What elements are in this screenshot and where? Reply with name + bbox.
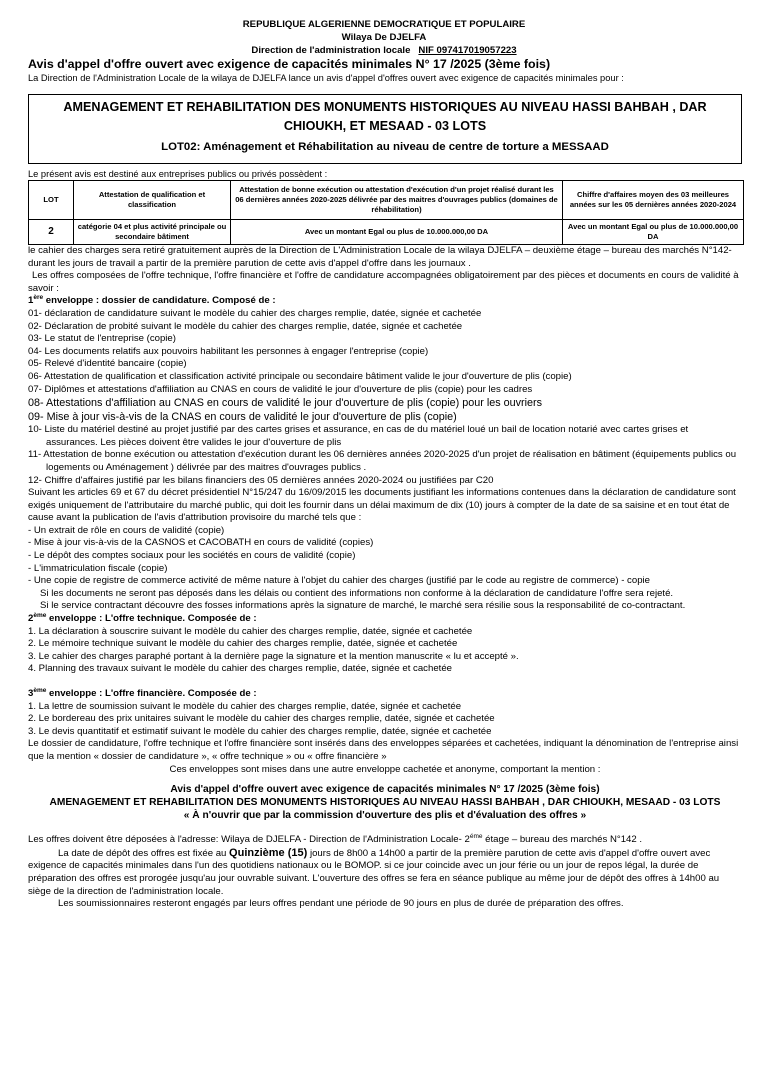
- paragraph: Si le service contractant découvre des fosses informations après la signature de marché, le marché sera résilie sous la responsabilité de co-contractant.: [40, 600, 686, 612]
- table-header-row: [29, 181, 744, 220]
- list-item: 04- Les documents relatifs aux pouvoirs habilitant les personnes à engager l'entreprise (copie): [28, 345, 429, 357]
- table-header: Attestation de bonne exécution ou attestation d'exécution d'un projet réalisé durant les 06 dernières années 2020-2025 délivrée par des maitres d'ouvrages publics (domaines de réhabilitation): [231, 181, 563, 220]
- paragraph: Les offres doivent être déposées à l'adresse: Wilaya de DJELFA - Direction de l'Administration Locale- $2^{éme}$ étage – bureau des marchés N°142 .: [28, 832, 643, 846]
- list-item: 3. Le cahier des charges paraphé portant à la dernière page la signature et la mention manuscrite « lu et accepté ».: [28, 650, 519, 662]
- list-item: 03- Le statut de l'entreprise (copie): [28, 333, 176, 345]
- table-cell: Avec un montant Egal ou plus de 10.000.000,00 DA: [563, 220, 744, 245]
- list-item: - Un extrait de rôle en cours de validité (copie): [28, 524, 225, 536]
- list-item: 06- Attestation de qualification et classification activité principale ou secondaire bâtiment valide le jour d'ouverture de plis (copie): [28, 370, 572, 382]
- list-item: 01- déclaration de candidature suivant le modèle du cahier des charges remplie, datée, signée et cachetée: [28, 307, 482, 319]
- list-item: 1. La lettre de soumission suivant le modèle du cahier des charges remplie, datée, signée et cachetée: [28, 700, 462, 712]
- project-title: AMENAGEMENT ET REHABILITATION DES MONUMENTS HISTORIQUES AU NIVEAU HASSI BAHBAH , DAR CHIOUKH, ET MESAAD - 03 LOTS: [63, 100, 707, 133]
- list-item: 08- Attestations d'affiliation au CNAS en cours de validité le jour d'ouverture de plis (copie) pour les ouvriers: [28, 397, 543, 410]
- list-item: 2. Le mémoire technique suivant le modèle du cahier des charges remplie, datée, signée et cachetée: [28, 638, 458, 650]
- list-item: 10- Liste du matériel destiné au projet justifié par des cartes grises et assurance, en cas de du matériel loué un bail de location notarié avec cartes grises et assurances. Les pièces doivent être valides le jour d'ouverture de plis: [28, 424, 689, 448]
- mention-line: Avis d'appel d'offre ouvert avec exigence de capacités minimales N° 17 /2025 (3ème fois): [170, 784, 600, 796]
- list-item: 11- Attestation de bonne exécution ou attestation d'exécution durant les 06 dernières années 2020-2025 d'un projet de réalisation en bâtiment (équipements publics ou logements ou Aménagement ) délivrée par des maitres d'ouvrages publics .: [28, 449, 737, 473]
- mention-line: AMENAGEMENT ET REHABILITATION DES MONUMENTS HISTORIQUES AU NIVEAU HASSI BAHBAH , DAR CHIOUKH, MESAAD - 03 LOTS: [49, 797, 721, 809]
- table-cell: catégorie 04 et plus activité principale ou secondaire bâtiment: [74, 220, 231, 245]
- list-item: 02- Déclaration de probité suivant le modèle du cahier des charges remplie, datée, signée et cachetée: [28, 320, 463, 332]
- list-item: - L'immatriculation fiscale (copie): [28, 562, 168, 574]
- intro-text: La Direction de l'Administration Locale de la wilaya de DJELFA lance un avis d'appel d'offres ouvert avec exigence de capacités minimales pour :: [28, 73, 624, 83]
- list-item: 1. La déclaration à souscrire suivant le modèle du cahier des charges remplie, datée, signée et cachetée: [28, 625, 473, 637]
- envelope-3-heading: 3ème enveloppe : L'offre financière. Composée de :: [28, 686, 257, 699]
- table-header: Attestation de qualification et classification: [74, 181, 231, 220]
- header-wilaya: Wilaya De DJELFA: [341, 32, 427, 43]
- paragraph: Suivant les articles 69 et 67 du décret présidentiel N°15/247 du 16/09/2015 les documents justifiant les informations contenues dans la déclaration de candidature sont exigés uniquement de l'attributaire du marché public, qui doit les fournir dans un délai maximum de dix (10) jours à compter de la date de sa saisine et en tout état de cause avant la publication de l'avis d'attribution provisoire du marché tels que :: [28, 487, 736, 524]
- list-item: 07- Diplômes et attestations d'affiliation au CNAS en cours de validité le jour d'ouverture de plis (copie) pour les cadres: [28, 383, 533, 395]
- table-row: [29, 220, 744, 245]
- envelope-2-heading: 2ème enveloppe : L'offre technique. Composée de :: [28, 611, 257, 625]
- table-header: Chiffre d'affaires moyen des 03 meilleures années sur les 05 dernières années 2020-2024: [563, 181, 744, 220]
- table-cell: 2: [29, 220, 74, 245]
- present-text: Le présent avis est destiné aux entreprises publics ou privés possèdent :: [28, 169, 328, 179]
- paragraph: Les soumissionnaires resteront engagés par leurs offres pendant une période de 90 jours en plus de durée de préparation des offres.: [58, 898, 624, 910]
- paragraph: le cahier des charges sera retiré gratuitement auprès de la Direction de L'Administration Locale de la wilaya DJELFA – deuxième étage – bureau des marchés N°142- durant les jours de travail a partir de la première parution de cette avis d'appel d'offre dans les journaux .: [28, 245, 732, 269]
- table-header: LOT: [29, 181, 74, 220]
- header-republic: REPUBLIQUE ALGERIENNE DEMOCRATIQUE ET POPULAIRE: [242, 19, 526, 30]
- mention-line: « À n'ouvrir que par la commission d'ouverture des plis et d'évaluation des offres »: [183, 810, 587, 822]
- envelope-1-heading: 1ère enveloppe : dossier de candidature. Composé de :: [28, 294, 276, 307]
- paragraph: Si les documents ne seront pas déposés dans les délais ou contient des informations non conforme à la déclaration de candidature l'offre sera rejeté.: [40, 587, 674, 599]
- list-item: - Mise à jour vis-à-vis de la CASNOS et CACOBATH en cours de validité (copies): [28, 537, 374, 549]
- list-item: 2. Le bordereau des prix unitaires suivant le modèle du cahier des charges remplie, datée, signée et cachetée: [28, 713, 495, 725]
- paragraph: Ces enveloppes sont mises dans une autre enveloppe cachetée et anonyme, comportant la mention :: [169, 763, 601, 775]
- list-item: - Une copie de registre de commerce activité de même nature à l'objet du cahier des charges (justifié par le code au registre de commerce) - copie: [28, 575, 650, 587]
- list-item: 12- Chiffre d'affaires justifié par les bilans financiers des 05 dernières années 2020-2024 ou justifiées par C20: [28, 474, 494, 486]
- requirements-table: [28, 180, 744, 245]
- list-item: 3. Le devis quantitatif et estimatif suivant le modèle du cahier des charges remplie, datée, signée et cachetée: [28, 725, 492, 737]
- lot-title: LOT02: Aménagement et Réhabilitation au niveau de centre de torture a MESSAAD: [161, 141, 609, 153]
- envelope-mention: [28, 783, 742, 822]
- list-item: - Le dépôt des comptes sociaux pour les sociétés en cours de validité (copie): [28, 550, 356, 562]
- header-nif: NIF 097417019057223: [418, 45, 517, 56]
- header: [26, 0, 742, 57]
- table-cell: Avec un montant Egal ou plus de 10.000.000,00 DA: [231, 220, 563, 245]
- avis-title: Avis d'appel d'offre ouvert avec exigence de capacités minimales N° 17 /2025 (3ème fois): [28, 57, 551, 71]
- paragraph: Le dossier de candidature, l'offre technique et l'offre financière sont insérés dans des enveloppes séparées et cachetées, indiquant la dénomination de l'entreprise ainsi que la mention « dossier de candidature », « offre technique » ou « offre financière »: [28, 738, 739, 762]
- paragraph: Les offres composées de l'offre technique, l'offre financière et l'offre de candidature accompagnées obligatoirement par des pièces et documents en cours de validité à savoir :: [28, 270, 739, 294]
- list-item: 4. Planning des travaux suivant le modèle du cahier des charges remplie, datée, signée et cachetée: [28, 663, 452, 675]
- document-body: [28, 245, 742, 911]
- paragraph: La date de dépôt des offres est fixée au Quinzième (15) jours de 8h00 a 14h00 a partir de la première parution de cette avis d'appel d'offre ouvert avec exigence de capacités minimales dans l'un des quotidiens nationaux ou le BOMOP. si ce jour coincide avec un jour férie ou un jour de repos légal, la durée de préparation des offres est prorogée jusqu'au jour ouvrable suivant. L'ouverture des offres se fera en séance publique au même jour de dépôt des offres à 14h00 au siège de la direction de l'administration locale.: [28, 846, 720, 897]
- project-title-box: [28, 94, 742, 164]
- header-direction: Direction de l'administration locale NIF 097417019057223: [251, 45, 517, 56]
- list-item: 05- Relevé d'identité bancaire (copie): [28, 358, 187, 370]
- list-item: 09- Mise à jour vis-à-vis de la CNAS en cours de validité le jour d'ouverture de plis (copie): [28, 411, 457, 424]
